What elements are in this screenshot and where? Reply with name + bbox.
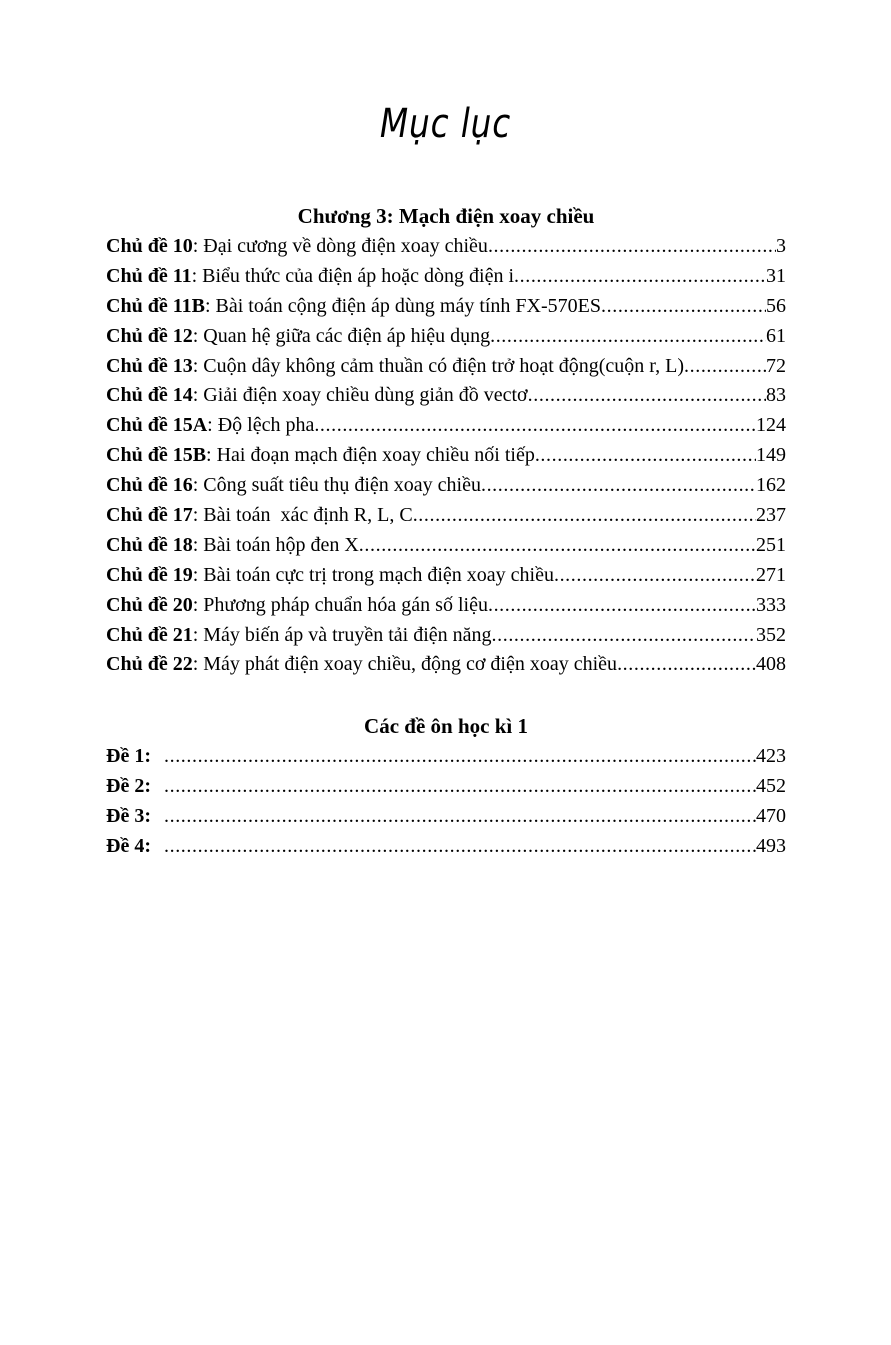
- toc-entry-page: 408: [756, 653, 786, 676]
- toc-entry[interactable]: [106, 772, 786, 802]
- toc-entry-text: : Biểu thức của điện áp hoặc dòng điện i: [191, 264, 515, 287]
- toc-entry-page: 162: [756, 474, 786, 497]
- toc-entry[interactable]: [106, 832, 786, 862]
- toc-entry-text: : Đại cương về dòng điện xoay chiều: [192, 235, 488, 257]
- toc-entry[interactable]: [106, 802, 786, 832]
- toc-section-exams: [106, 712, 786, 862]
- toc-entry-page: 251: [756, 533, 786, 556]
- toc-entry-text: : Hai đoạn mạch điện xoay chiều nối tiếp: [206, 444, 535, 467]
- toc-dot-leader: [481, 471, 756, 501]
- toc-entry-text: : Bài toán cực trị trong mạch điện xoay chiều: [192, 563, 554, 586]
- toc-entry-label: Chủ đề 12: [106, 324, 193, 347]
- toc-entry-page: 61: [766, 324, 786, 347]
- toc-entry-label: Chủ đề 10: [106, 235, 193, 257]
- toc-entry[interactable]: [106, 232, 786, 262]
- toc-entry-text: : Máy biến áp và truyền tải điện năng: [192, 623, 492, 646]
- toc-entry-text: : Phương pháp chuẩn hóa gán số liệu: [192, 593, 488, 616]
- toc-entry[interactable]: [106, 322, 786, 352]
- toc-entry[interactable]: [106, 471, 786, 501]
- toc-dot-leader: [164, 832, 756, 862]
- toc-dot-leader: [617, 650, 756, 680]
- toc-entry-page: 493: [756, 834, 786, 857]
- toc-entry-label: Chủ đề 15B: [106, 444, 207, 467]
- toc-dot-leader: [684, 352, 766, 382]
- section-heading: [106, 202, 786, 230]
- toc-dot-leader: [314, 411, 756, 441]
- toc-entry-page: 3: [776, 235, 786, 257]
- toc-entry-text: : Quan hệ giữa các điện áp hiệu dụng: [192, 324, 491, 347]
- toc-dot-leader: [488, 591, 756, 621]
- toc-dot-leader: [490, 322, 766, 352]
- toc-entry-text: : Bài toán hộp đen X: [192, 533, 359, 556]
- toc-entry[interactable]: [106, 531, 786, 561]
- toc-entry-page: 333: [756, 593, 786, 616]
- toc-entry-page: 237: [756, 504, 786, 527]
- toc-entry-label: Chủ đề 13: [106, 354, 193, 377]
- toc-entry[interactable]: [106, 352, 786, 382]
- toc-dot-leader: [601, 292, 766, 322]
- toc-dot-leader: [413, 501, 756, 531]
- toc-entry[interactable]: [106, 561, 786, 591]
- toc-entry-text: : Cuộn dây không cảm thuần có điện trở hoạt động(cuộn r, L): [192, 354, 685, 377]
- section-heading-bold: Các đề ôn học kì 1: [364, 714, 528, 738]
- toc-entry-page: 56: [766, 294, 786, 317]
- toc-entry-page: 470: [756, 804, 786, 827]
- toc-entry-text: : Giải điện xoay chiều dùng giản đồ vectơ: [192, 384, 528, 407]
- toc-entry-label: Chủ đề 16: [106, 474, 193, 497]
- section-heading-rest: : Mạch điện xoay chiều: [386, 204, 595, 228]
- toc-entry-label: Chủ đề 17: [106, 504, 193, 527]
- toc-entry-text: : Công suất tiêu thụ điện xoay chiều: [192, 474, 481, 497]
- toc-entry[interactable]: [106, 441, 786, 471]
- toc-dot-leader: [535, 441, 756, 471]
- toc-dot-leader: [164, 772, 756, 802]
- toc-entry[interactable]: [106, 262, 786, 292]
- toc-dot-leader: [492, 621, 756, 651]
- toc-entry-text: : Độ lệch pha: [207, 414, 315, 437]
- toc-entry-label: Đề 1:: [106, 745, 151, 767]
- toc-entry[interactable]: [106, 411, 786, 441]
- toc-entry-page: 31: [766, 264, 786, 287]
- toc-entry[interactable]: [106, 621, 786, 651]
- toc-entry-label: Chủ đề 19: [106, 563, 193, 586]
- toc-dot-leader: [488, 232, 776, 262]
- section-heading: [106, 712, 786, 740]
- toc-entry[interactable]: [106, 501, 786, 531]
- toc-entry-label: Đề 3:: [106, 804, 151, 827]
- toc-entry-label: Chủ đề 11: [106, 264, 192, 287]
- toc-dot-leader: [164, 742, 756, 772]
- toc-entry-label: Đề 4:: [106, 834, 151, 857]
- toc-entry-page: 452: [756, 774, 786, 797]
- toc-entry-label: Chủ đề 15A: [106, 414, 208, 437]
- toc-entry-text: : Bài toán cộng điện áp dùng máy tính FX-570ES: [204, 294, 602, 317]
- toc-entry-text: : Bài toán xác định R, L, C: [192, 504, 413, 527]
- toc-entry-label: Chủ đề 20: [106, 593, 193, 616]
- toc-entry-label: Chủ đề 18: [106, 533, 193, 556]
- toc-entry-text: : Máy phát điện xoay chiều, động cơ điện xoay chiều: [192, 653, 618, 676]
- toc-entry-page: 83: [766, 384, 786, 407]
- toc-entry[interactable]: [106, 742, 786, 772]
- toc-entry-page: 124: [756, 414, 786, 437]
- toc-dot-leader: [359, 531, 756, 561]
- toc-dot-leader: [514, 262, 766, 292]
- toc-entry-label: Chủ đề 14: [106, 384, 193, 407]
- toc-entry[interactable]: [106, 650, 786, 680]
- section-heading-bold: Chương 3: [297, 204, 387, 228]
- toc-entry[interactable]: [106, 381, 786, 411]
- toc-entry-page: 72: [766, 354, 786, 377]
- toc-entry[interactable]: [106, 591, 786, 621]
- toc-entry-page: 352: [756, 623, 786, 646]
- toc-entry-label: Chủ đề 22: [106, 653, 193, 676]
- toc-section-chapter-3: [106, 202, 786, 680]
- toc-entry[interactable]: [106, 292, 786, 322]
- toc-dot-leader: [164, 802, 756, 832]
- toc-entry-label: Chủ đề 11B: [106, 294, 205, 317]
- toc-entry-label: Đề 2:: [106, 774, 151, 797]
- toc-dot-leader: [528, 381, 766, 411]
- page-title: Mục lục: [379, 101, 512, 147]
- toc-entry-label: Chủ đề 21: [106, 623, 193, 646]
- toc-entry-page: 149: [756, 444, 786, 467]
- toc-dot-leader: [554, 561, 756, 591]
- toc-entry-page: 271: [756, 563, 786, 586]
- toc-entry-page: 423: [756, 745, 786, 767]
